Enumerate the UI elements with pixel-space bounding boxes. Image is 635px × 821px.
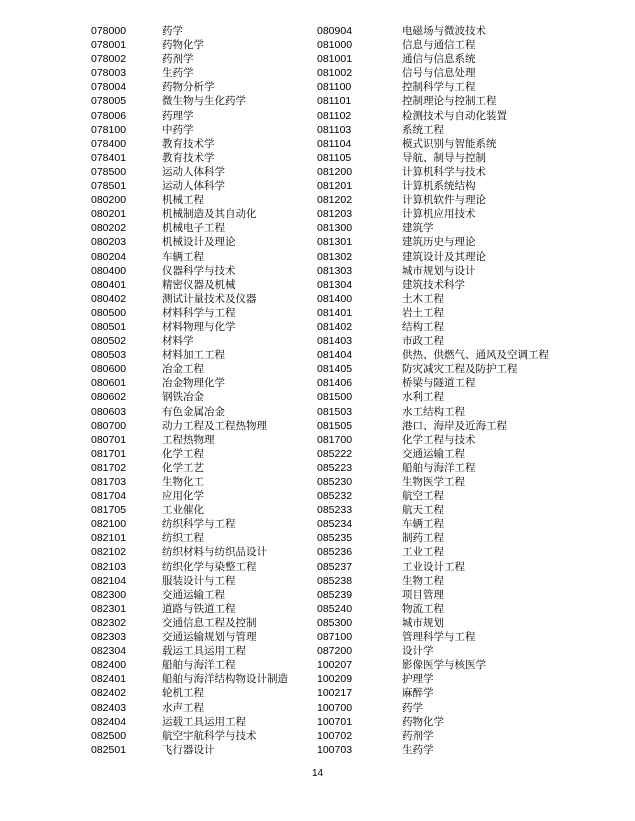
- discipline-code: 082404: [91, 715, 127, 728]
- discipline-name: 建筑技术科学: [402, 278, 465, 291]
- discipline-name: 纺织化学与染整工程: [162, 560, 257, 573]
- discipline-code: 087200: [317, 645, 353, 658]
- discipline-name: 微生物与生化药学: [162, 95, 246, 108]
- discipline-code: 080700: [91, 419, 127, 432]
- discipline-name: 药学: [162, 25, 183, 37]
- discipline-code: 081101: [317, 95, 352, 108]
- discipline-name: 航空宇航科学与技术: [162, 729, 257, 742]
- discipline-name: 水声工程: [162, 701, 204, 714]
- discipline-code: 081104: [317, 137, 352, 150]
- discipline-code: 080402: [91, 292, 127, 305]
- discipline-name: 影像医学与核医学: [402, 659, 486, 672]
- discipline-name: 轮机工程: [162, 687, 204, 700]
- discipline-name: 工程热物理: [162, 433, 215, 446]
- discipline-name: 计算机软件与理论: [402, 194, 486, 207]
- discipline-code: 085300: [317, 616, 353, 629]
- discipline-code: 081303: [317, 264, 353, 277]
- discipline-name: 中药学: [162, 123, 194, 136]
- discipline-code: 085235: [317, 532, 353, 545]
- discipline-name: 药物分析学: [162, 81, 215, 94]
- discipline-name: 运动人体科学: [162, 180, 225, 193]
- discipline-code: 081701: [91, 447, 127, 460]
- discipline-name: 岩土工程: [402, 306, 444, 319]
- discipline-name: 药物化学: [402, 715, 444, 728]
- discipline-name: 工业设计工程: [402, 560, 465, 573]
- discipline-code: 085240: [317, 602, 353, 615]
- discipline-code: 100207: [317, 659, 353, 672]
- discipline-name: 机械制造及其自动化: [162, 208, 257, 221]
- discipline-code: 082300: [91, 588, 127, 601]
- discipline-code: 085236: [317, 546, 353, 559]
- discipline-code: 081000: [317, 39, 353, 52]
- discipline-name: 城市规划与设计: [402, 264, 476, 277]
- discipline-name: 飞行器设计: [162, 743, 215, 756]
- discipline-code: 081202: [317, 194, 353, 207]
- discipline-code: 078501: [91, 180, 127, 193]
- discipline-name: 车辆工程: [162, 250, 204, 263]
- discipline-name: 防灾减灾工程及防护工程: [402, 363, 518, 376]
- discipline-code: 080203: [91, 236, 127, 249]
- discipline-code: 081503: [317, 405, 353, 418]
- discipline-name: 车辆工程: [402, 518, 444, 531]
- discipline-name: 纺织工程: [162, 532, 204, 545]
- discipline-name: 港口、海岸及近海工程: [402, 419, 507, 432]
- discipline-name: 机械设计及理论: [162, 236, 236, 249]
- discipline-name: 制药工程: [402, 532, 444, 545]
- discipline-code: 100209: [317, 673, 353, 686]
- discipline-code: 080602: [91, 391, 127, 404]
- discipline-name: 计算机系统结构: [402, 180, 476, 193]
- discipline-code: 082101: [91, 532, 127, 545]
- discipline-code: 081102: [317, 109, 352, 122]
- discipline-name: 药理学: [162, 109, 194, 122]
- discipline-code: 100217: [317, 687, 353, 700]
- discipline-code: 080500: [91, 306, 127, 319]
- discipline-name: 材料学: [162, 335, 194, 348]
- discipline-code: 080503: [91, 349, 127, 362]
- discipline-name: 生物化工: [162, 476, 204, 488]
- discipline-name: 精密仪器及机械: [162, 278, 236, 291]
- discipline-code: 080603: [91, 405, 127, 418]
- discipline-code: 081700: [317, 433, 353, 446]
- discipline-name: 动力工程及工程热物理: [162, 419, 267, 432]
- discipline-name: 桥梁与隧道工程: [402, 377, 476, 390]
- discipline-name: 交通信息工程及控制: [162, 616, 257, 629]
- discipline-name: 工业催化: [162, 504, 204, 517]
- discipline-code: 082402: [91, 687, 127, 700]
- discipline-code: 080204: [91, 250, 127, 263]
- discipline-code: 080601: [91, 377, 127, 390]
- discipline-code: 082401: [91, 673, 127, 686]
- discipline-code: 081200: [317, 165, 353, 178]
- discipline-code: 081402: [317, 320, 353, 333]
- discipline-name: 运动人体科学: [162, 165, 225, 178]
- discipline-code: 081505: [317, 419, 353, 432]
- discipline-code: 081705: [91, 504, 127, 517]
- discipline-name: 模式识别与智能系统: [402, 137, 497, 150]
- discipline-name: 计算机应用技术: [402, 208, 476, 221]
- discipline-code: 081002: [317, 67, 353, 80]
- discipline-code: 085233: [317, 504, 353, 517]
- discipline-name: 计算机科学与技术: [402, 165, 486, 178]
- discipline-name: 信号与信息处理: [402, 67, 476, 80]
- discipline-code: 082301: [91, 602, 127, 615]
- discipline-name: 载运工具运用工程: [162, 645, 246, 658]
- discipline-name: 系统工程: [402, 123, 444, 136]
- discipline-name: 机械电子工程: [162, 222, 225, 235]
- discipline-name: 仪器科学与技术: [162, 264, 236, 277]
- discipline-name: 设计学: [402, 645, 434, 658]
- discipline-code: 081103: [317, 123, 352, 136]
- discipline-code: 082303: [91, 631, 127, 644]
- discipline-name: 药学: [402, 701, 423, 714]
- discipline-name: 工业工程: [402, 546, 444, 559]
- discipline-code: 081304: [317, 278, 353, 291]
- discipline-code: 078500: [91, 165, 127, 178]
- discipline-name: 纺织科学与工程: [162, 518, 236, 531]
- discipline-name: 电磁场与微波技术: [402, 25, 486, 37]
- discipline-code: 080701: [91, 433, 127, 446]
- discipline-name: 冶金物理化学: [162, 377, 225, 390]
- discipline-name: 生药学: [402, 743, 434, 756]
- discipline-code: 080202: [91, 222, 127, 235]
- discipline-name: 服装设计与工程: [162, 574, 236, 587]
- discipline-name: 建筑历史与理论: [402, 236, 476, 249]
- discipline-code: 078400: [91, 137, 127, 150]
- discipline-code: 080501: [91, 320, 127, 333]
- discipline-name: 检测技术与自动化装置: [402, 109, 507, 122]
- discipline-code: 081704: [91, 490, 127, 503]
- discipline-name: 船舶与海洋工程: [162, 659, 236, 672]
- discipline-code: 078003: [91, 67, 127, 80]
- discipline-name: 管理科学与工程: [402, 631, 476, 644]
- discipline-code: 081403: [317, 335, 353, 348]
- discipline-name: 药剂学: [162, 53, 194, 66]
- discipline-code: 081406: [317, 377, 353, 390]
- discipline-code: 100703: [317, 743, 353, 756]
- discipline-code: 082104: [91, 574, 127, 587]
- discipline-code: 081203: [317, 208, 353, 221]
- discipline-name: 机械工程: [162, 194, 204, 207]
- discipline-name: 城市规划: [402, 616, 444, 629]
- discipline-code: 078001: [91, 39, 127, 52]
- discipline-name: 运载工具运用工程: [162, 715, 246, 728]
- discipline-code: 087100: [317, 631, 353, 644]
- discipline-name: 钢铁冶金: [162, 391, 204, 404]
- discipline-name: 生物医学工程: [402, 476, 465, 488]
- discipline-name: 材料加工工程: [162, 349, 225, 362]
- discipline-code: 085222: [317, 447, 353, 460]
- discipline-code: 082403: [91, 701, 127, 714]
- discipline-name: 交通运输工程: [402, 447, 465, 460]
- discipline-code: 080600: [91, 363, 127, 376]
- discipline-name: 市政工程: [402, 335, 444, 348]
- discipline-name: 药物化学: [162, 39, 204, 52]
- discipline-code: 085239: [317, 588, 353, 601]
- discipline-name: 冶金工程: [162, 363, 204, 376]
- discipline-code: 082103: [91, 560, 127, 573]
- discipline-code: 081405: [317, 363, 353, 376]
- discipline-name: 生物工程: [402, 574, 444, 587]
- discipline-code: 080502: [91, 335, 127, 348]
- discipline-code: 082100: [91, 518, 127, 531]
- discipline-name: 护理学: [402, 673, 434, 686]
- page-number: 14: [311, 768, 324, 779]
- discipline-name: 生药学: [162, 67, 194, 80]
- discipline-name: 建筑学: [402, 222, 434, 235]
- discipline-name: 控制科学与工程: [402, 81, 476, 94]
- discipline-name: 药剂学: [402, 729, 434, 742]
- discipline-name: 土木工程: [402, 292, 444, 305]
- discipline-code: 081001: [317, 53, 353, 66]
- discipline-code: 082302: [91, 616, 127, 629]
- discipline-code: 081105: [317, 151, 352, 164]
- discipline-name: 材料科学与工程: [162, 306, 236, 319]
- discipline-code: 100702: [317, 729, 353, 742]
- discipline-code: 081401: [317, 306, 353, 319]
- discipline-name: 麻醉学: [402, 687, 434, 700]
- discipline-code: 081301: [317, 236, 353, 249]
- discipline-name: 水工结构工程: [402, 405, 465, 418]
- discipline-name: 供热、供燃气、通风及空调工程: [402, 349, 549, 362]
- discipline-code: 078005: [91, 95, 127, 108]
- discipline-code: 081703: [91, 476, 127, 488]
- discipline-name: 结构工程: [402, 320, 444, 333]
- discipline-code: 080201: [91, 208, 127, 221]
- discipline-code: 078006: [91, 109, 127, 122]
- discipline-code: 078000: [91, 25, 127, 37]
- discipline-name: 化学工程与技术: [402, 433, 476, 446]
- discipline-code: 082102: [91, 546, 127, 559]
- discipline-code: 078002: [91, 53, 127, 66]
- discipline-code: 082400: [91, 659, 127, 672]
- discipline-code: 078100: [91, 123, 127, 136]
- discipline-name: 纺织材料与纺织品设计: [162, 546, 267, 559]
- discipline-name: 物流工程: [402, 602, 444, 615]
- discipline-name: 教育技术学: [162, 151, 215, 164]
- discipline-code: 081404: [317, 349, 353, 362]
- discipline-name: 有色金属冶金: [162, 405, 225, 418]
- discipline-name: 项目管理: [402, 588, 444, 601]
- discipline-code: 085232: [317, 490, 353, 503]
- discipline-code: 085223: [317, 461, 353, 474]
- discipline-code: 081400: [317, 292, 353, 305]
- discipline-name: 道路与铁道工程: [162, 602, 236, 615]
- discipline-name: 交通运输规划与管理: [162, 631, 257, 644]
- discipline-code: 085237: [317, 560, 353, 573]
- discipline-code: 081201: [317, 180, 353, 193]
- discipline-name: 控制理论与控制工程: [402, 95, 497, 108]
- discipline-name: 建筑设计及其理论: [402, 250, 486, 263]
- discipline-code: 078004: [91, 81, 127, 94]
- discipline-name: 教育技术学: [162, 137, 215, 150]
- discipline-code: 100701: [317, 715, 353, 728]
- discipline-name: 导航、制导与控制: [402, 151, 486, 164]
- discipline-code: 078401: [91, 151, 127, 164]
- discipline-name: 船舶与海洋结构物设计制造: [162, 673, 288, 686]
- discipline-code: 082500: [91, 729, 127, 742]
- discipline-name: 应用化学: [162, 490, 204, 503]
- discipline-name: 交通运输工程: [162, 588, 225, 601]
- discipline-name: 船舶与海洋工程: [402, 461, 476, 474]
- discipline-code: 085234: [317, 518, 353, 531]
- discipline-code: 100700: [317, 701, 353, 714]
- discipline-code: 080400: [91, 264, 127, 277]
- discipline-name: 材料物理与化学: [162, 320, 236, 333]
- discipline-code: 080904: [317, 25, 353, 37]
- discipline-code: 081500: [317, 391, 353, 404]
- discipline-name: 测试计量技术及仪器: [162, 292, 257, 305]
- discipline-code: 081302: [317, 250, 353, 263]
- discipline-name: 水利工程: [402, 391, 444, 404]
- discipline-code: 085238: [317, 574, 353, 587]
- discipline-code: 082501: [91, 743, 127, 756]
- discipline-code: 080401: [91, 278, 127, 291]
- discipline-name: 化学工艺: [162, 461, 204, 474]
- discipline-code: 081300: [317, 222, 353, 235]
- discipline-name: 航空工程: [402, 490, 444, 503]
- discipline-code: 085230: [317, 476, 353, 488]
- discipline-code: 081100: [317, 81, 352, 94]
- discipline-name: 化学工程: [162, 447, 204, 460]
- discipline-name: 信息与通信工程: [402, 39, 476, 52]
- discipline-name: 通信与信息系统: [402, 53, 476, 66]
- discipline-code: 080200: [91, 194, 127, 207]
- discipline-name: 航天工程: [402, 504, 444, 517]
- discipline-code: 082304: [91, 645, 127, 658]
- discipline-code: 081702: [91, 461, 127, 474]
